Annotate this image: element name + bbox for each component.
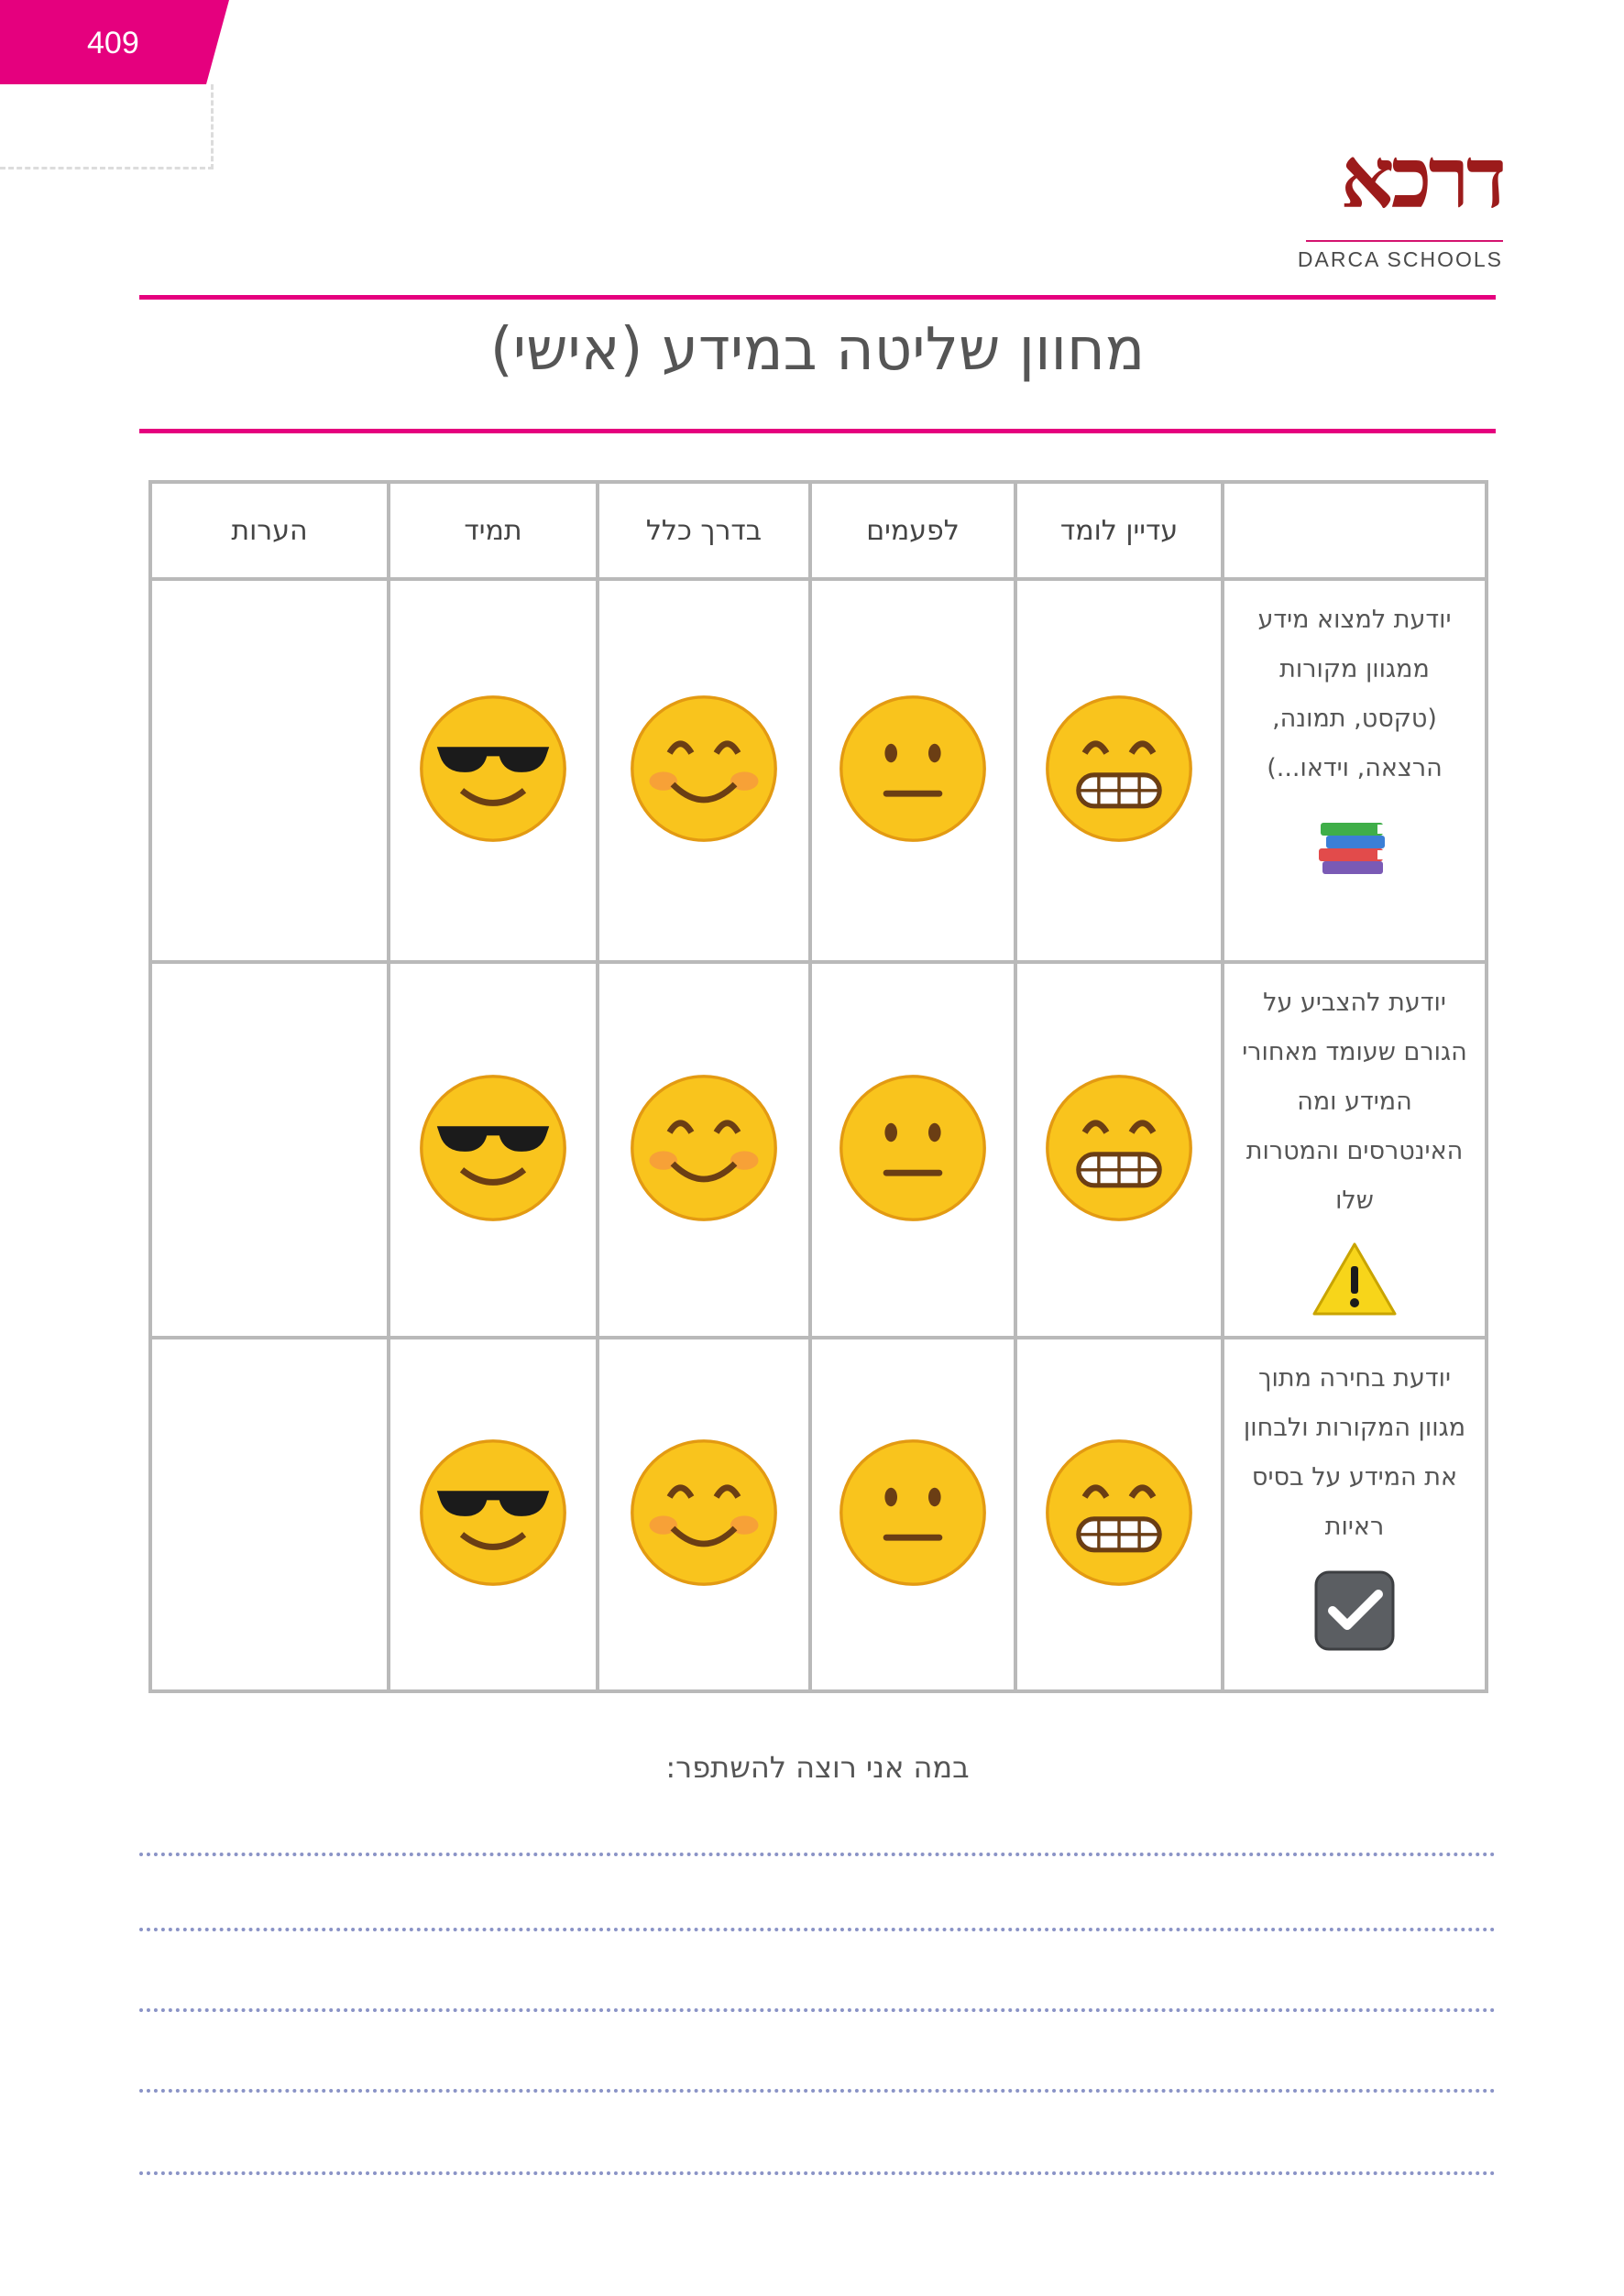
header-criterion [1223, 482, 1487, 579]
rating-still-learning[interactable] [1015, 1338, 1223, 1691]
writing-line[interactable] [139, 1853, 1496, 1856]
sunglasses-face-icon [415, 691, 571, 847]
page-title: מחוון שליטה במידע (אישי) [489, 316, 1146, 384]
rating-usually[interactable] [598, 962, 810, 1338]
rating-usually[interactable] [598, 1338, 810, 1691]
neutral-face-icon [835, 691, 991, 847]
writing-line[interactable] [139, 1928, 1496, 1931]
rating-sometimes[interactable] [810, 1338, 1015, 1691]
rating-always[interactable] [389, 1338, 598, 1691]
logo-subtitle: DARCA SCHOOLS [1297, 247, 1503, 271]
tab-shadow [0, 84, 214, 169]
sunglasses-face-icon [415, 1435, 571, 1591]
checkbox-icon [1311, 1567, 1399, 1655]
writing-line[interactable] [139, 2171, 1496, 2175]
rating-still-learning[interactable] [1015, 962, 1223, 1338]
neutral-face-icon [835, 1070, 991, 1226]
table-row [150, 579, 1487, 962]
smiling-face-icon [626, 1435, 782, 1591]
criterion-text: יודעת בחירה מתוך מגוון המקורות ולבחון את המידע על בסיס ראיות [1243, 1364, 1466, 1541]
page-number: 409 [87, 26, 139, 60]
table-row [150, 962, 1487, 1338]
smiling-face-icon [626, 1070, 782, 1226]
rating-usually[interactable] [598, 579, 810, 962]
rating-always[interactable] [389, 962, 598, 1338]
rubric-table [148, 480, 1488, 1693]
logo-wordmark: דרכא [1340, 128, 1503, 227]
criterion-cell [1223, 1338, 1487, 1691]
title-rule-top [139, 295, 1496, 300]
smiling-face-icon [626, 691, 782, 847]
sunglasses-face-icon [415, 1070, 571, 1226]
logo-rule [1306, 240, 1503, 242]
grimacing-face-icon [1041, 1435, 1197, 1591]
criterion-cell [1223, 579, 1487, 962]
criterion-text: יודעת למצוא מידע ממגוון מקורות (טקסט, תמונה, הרצאה, וידאו...) [1257, 606, 1452, 782]
grimacing-face-icon [1041, 1070, 1197, 1226]
header-notes: הערות [150, 482, 389, 579]
rating-sometimes[interactable] [810, 579, 1015, 962]
header-always: תמיד [389, 482, 598, 579]
rating-sometimes[interactable] [810, 962, 1015, 1338]
criterion-text: יודעת להצביע על הגורם שעומד מאחורי המידע ומה האינטרסים והמטרות שלו [1242, 989, 1467, 1215]
writing-line[interactable] [139, 2008, 1496, 2012]
notes-cell[interactable] [150, 1338, 389, 1691]
notes-cell[interactable] [150, 579, 389, 962]
darca-logo [1283, 128, 1503, 275]
books-icon [1313, 808, 1396, 891]
writing-line[interactable] [139, 2089, 1496, 2093]
header-sometimes: לפעמים [810, 482, 1015, 579]
header-row [150, 482, 1487, 579]
neutral-face-icon [835, 1435, 991, 1591]
header-still-learning: עדיין לומד [1015, 482, 1223, 579]
improvement-prompt: במה אני רוצה להשתפר: [665, 1750, 970, 1785]
rating-still-learning[interactable] [1015, 579, 1223, 962]
table-row [150, 1338, 1487, 1691]
criterion-cell [1223, 962, 1487, 1338]
grimacing-face-icon [1041, 691, 1197, 847]
rating-always[interactable] [389, 579, 598, 962]
title-rule-bottom [139, 429, 1496, 433]
warning-icon [1311, 1241, 1399, 1317]
notes-cell[interactable] [150, 962, 389, 1338]
header-usually: בדרך כלל [598, 482, 810, 579]
